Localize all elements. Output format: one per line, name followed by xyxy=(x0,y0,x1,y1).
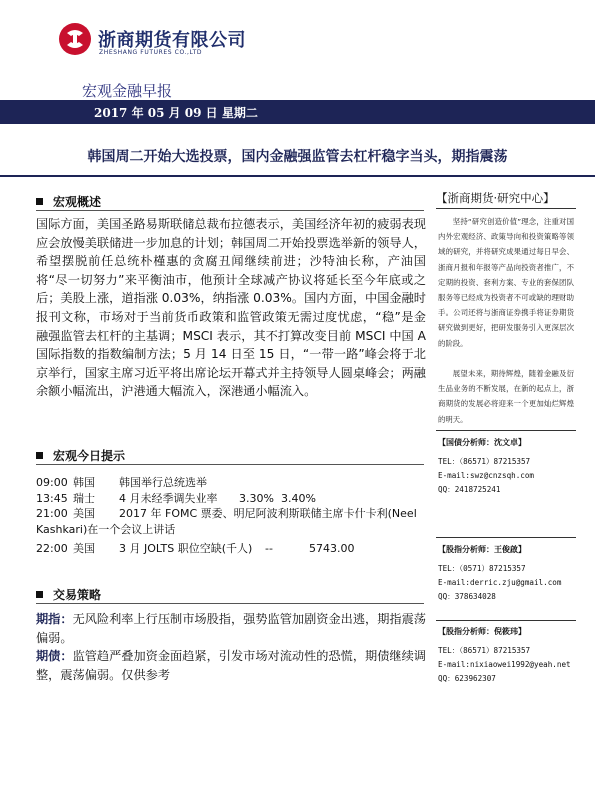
calendar-row: 13:45 瑞士 4 月未经季调失业率 3.30% 3.40% xyxy=(36,492,316,505)
analyst-card xyxy=(438,626,588,686)
analyst-rule xyxy=(436,620,576,621)
report-date: 2017 年 05 月 09 日 星期二 xyxy=(94,106,258,120)
sidebar-rule xyxy=(436,208,576,209)
sidebar-title: 【浙商期货·研究中心】 xyxy=(436,191,555,205)
analyst-title: 【股指分析师：倪筱玮】 xyxy=(438,627,526,636)
report-type: 宏观金融早报 xyxy=(82,82,173,100)
sidebar-paragraph: 坚持“研究创造价值”理念，注重对国内外宏观经济、政策导向和投资策略等领域的研究，并将研究成果通过每日早会、浙商月报和年报等产品向投资者推广，不定期的投资、套利方案、专业的套保团队服务等已经成为投资者不可或缺的理财助手。公司还将与浙商证券携手将证券期货研究做到更好，把研发服务引入更深层次的阶段。 xyxy=(438,217,574,348)
analyst-card xyxy=(438,544,588,604)
section-title-strategy: 交易策略 xyxy=(36,586,101,603)
section-bullet-icon xyxy=(36,198,43,205)
calendar-row: 21:00 美国 2017 年 FOMC 票委、明尼阿波利斯联储主席卡什卡利(Neel Kashkari)在一个会议上讲话 xyxy=(36,507,417,536)
section-rule xyxy=(36,464,424,465)
section-rule xyxy=(36,210,424,211)
analyst-tel: TEL：（0571）87215357 xyxy=(438,564,526,573)
section-title-overview: 宏观概述 xyxy=(36,193,101,210)
analyst-email[interactable]: E-mail:nixiaowei1992@yeah.net xyxy=(438,660,571,669)
analyst-qq: QQ：2418725241 xyxy=(438,485,501,494)
section-title-calendar: 宏观今日提示 xyxy=(36,447,125,464)
section-bullet-icon xyxy=(36,452,43,459)
sidebar-paragraph: 展望未来，期待辉煌，随着金融及衍生品业务的不断发展，在新的起点上，浙商期货的发展必将迎来一个更加灿烂辉煌的明天。 xyxy=(438,369,574,424)
analyst-title: 【国债分析师：沈文卓】 xyxy=(438,438,526,447)
calendar-row: 22:00 美国 3 月 JOLTS 职位空缺(千人) -- 5743.00 xyxy=(36,542,355,555)
analyst-tel: TEL：（86571）87215357 xyxy=(438,457,531,466)
strategy-item: 期指：无风险利率上行压制市场股指，强势监管加剧资金出逃，期指震荡偏弱。 xyxy=(36,612,426,645)
strategy-item: 期债：监管趋严叠加资金面趋紧，引发市场对流动性的恐慌，期债继续调整，震荡偏弱。仅供参考 xyxy=(36,649,426,682)
company-name-en: ZHESHANG FUTURES CO.,LTD xyxy=(99,49,203,56)
analyst-qq: QQ：378634028 xyxy=(438,592,496,601)
calendar-row: 09:00 韩国 韩国举行总统选举 xyxy=(36,476,207,489)
analyst-email[interactable]: E-mail:derric.zju@gmail.com xyxy=(438,578,562,587)
headline-rule xyxy=(0,175,595,177)
analyst-card xyxy=(438,437,588,497)
analyst-rule xyxy=(436,430,576,431)
analyst-email[interactable]: E-mail:swz@cnzsqh.com xyxy=(438,471,535,480)
company-name-cn: 浙商期货有限公司 xyxy=(98,30,246,51)
headline: 韩国周二开始大选投票，国内金融强监管去杠杆稳字当头，期指震荡 xyxy=(87,149,508,165)
analyst-qq: QQ：623962307 xyxy=(438,674,496,683)
overview-text: 国际方面，美国圣路易斯联储总裁布拉德表示，美国经济年初的疲弱表现应会放慢美联储进一步加息的计划；韩国周二开始投票选举新的领导人，希望摆脱前任总统朴槿惠的贪腐丑闻继续前进；沙特油长称，产油国将“尽一切努力”来平衡油市，他预计全球减产协议将延长至今年底或之后；美股上涨，道指涨 0.03%，纳指涨 0.03%。国内方面，中国金融时报刊文称，市场对于当前货币政策和监管政策无需过度忧虑，“稳”是金融强监管去杠杆的主基调；MSCI 表示，其不打算改变目前 MSCI 中国 A 国际指数的指数编制方法；5 月 14 日至 15 日，“一带一路”峰会将于北京举行，国家主席习近平将出席论坛开幕式并主持领导人圆桌峰会；两融余额小幅流出，沪港通大幅流入，深港通小幅流入。 xyxy=(36,217,426,399)
section-bullet-icon xyxy=(36,591,43,598)
analyst-title: 【股指分析师：王俊啟】 xyxy=(438,545,526,554)
date-bar xyxy=(0,100,595,124)
section-rule xyxy=(36,603,424,604)
analyst-tel: TEL：（86571）87215357 xyxy=(438,646,531,655)
company-logo xyxy=(58,22,246,62)
company-emblem-icon xyxy=(58,22,92,56)
analyst-rule xyxy=(436,537,576,538)
